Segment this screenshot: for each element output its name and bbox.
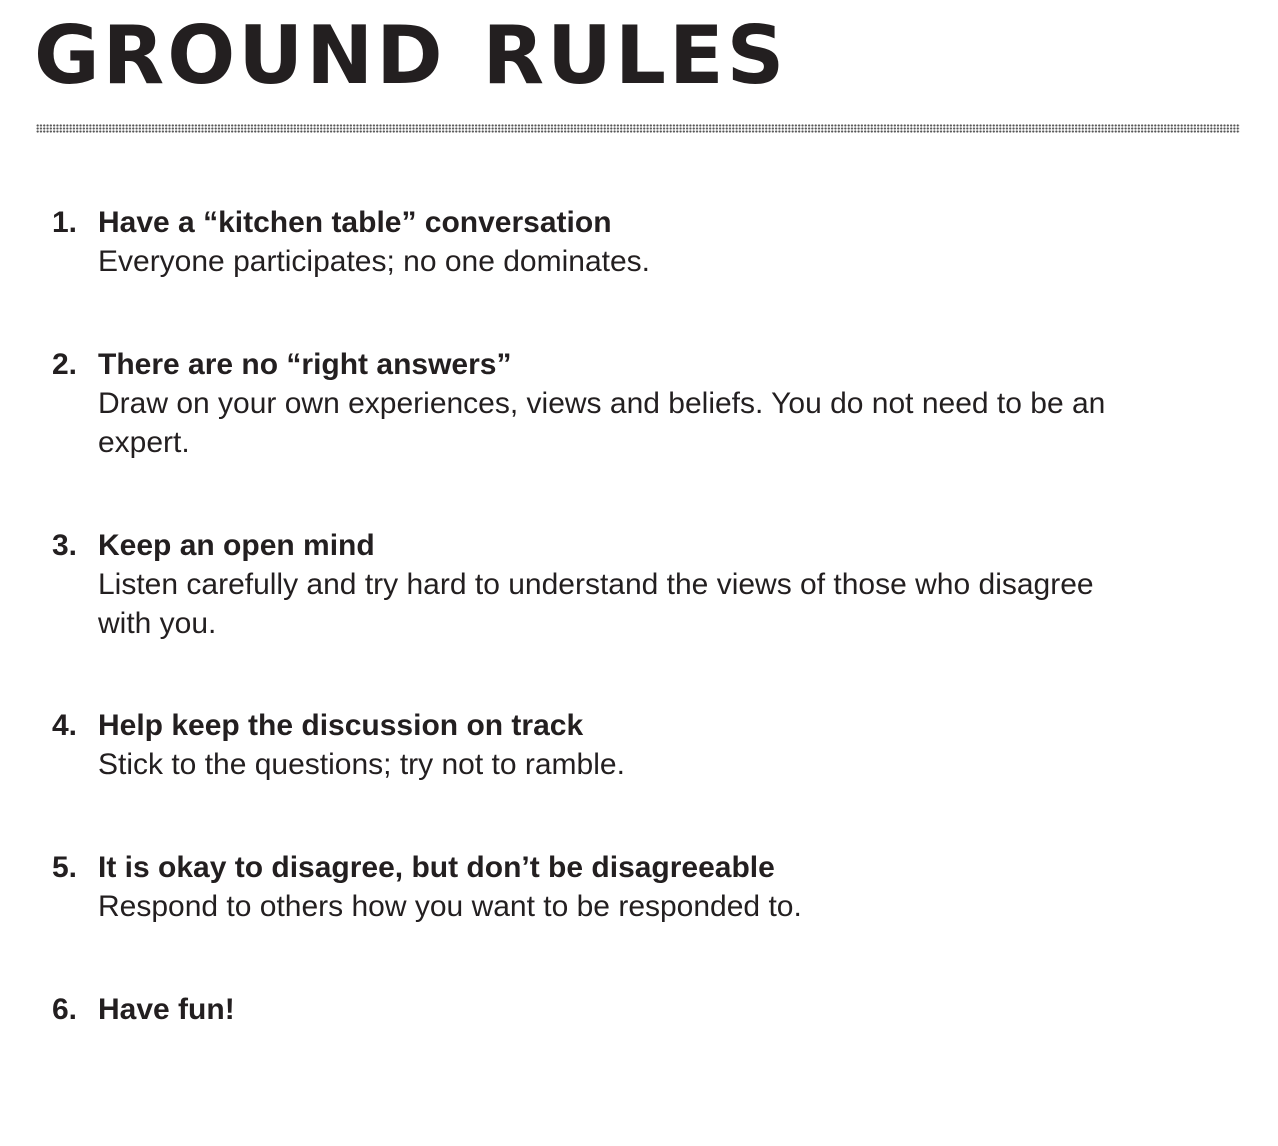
rule-heading: Help keep the discussion on track [98,709,584,742]
page-title: GROUND RULES [34,9,788,102]
rule-heading: Have fun! [98,993,235,1026]
rule-description: Stick to the questions; try not to ramble. [98,748,625,781]
rule-heading: Keep an open mind [98,529,375,562]
rule-heading: There are no “right answers” [98,348,512,381]
rule-number: 5. [52,851,78,884]
dotted-divider [36,124,1240,133]
rule-number: 3. [52,529,78,562]
rule-description: Listen carefully and try hard to understand the views of those who disagree with you. [98,568,1094,640]
rule-description: Everyone participates; no one dominates. [98,245,650,278]
rule-number: 1. [52,206,78,239]
rule-number: 2. [52,348,78,381]
rule-heading: It is okay to disagree, but don’t be disagreeable [98,851,775,884]
rule-description: Respond to others how you want to be responded to. [98,890,802,923]
rule-heading: Have a “kitchen table” conversation [98,206,612,239]
rule-description: Draw on your own experiences, views and beliefs. You do not need to be an expert. [98,387,1106,459]
rule-number: 6. [52,993,78,1026]
rule-number: 4. [52,709,78,742]
